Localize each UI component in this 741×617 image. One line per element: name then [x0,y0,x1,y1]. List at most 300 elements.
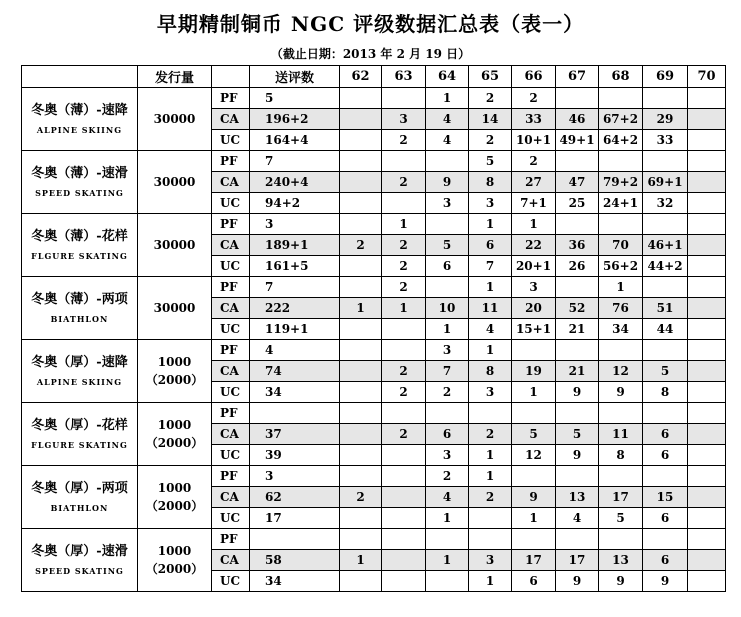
table-cell: 5 [643,361,688,382]
table-cell [512,466,556,487]
table-cell: 6 [426,424,469,445]
table-cell [688,277,726,298]
table-cell [426,214,469,235]
coin-name-en: SPEED SKATING [35,188,124,198]
header-col: 68 [599,66,643,88]
table-cell: 52 [556,298,599,319]
table-cell [688,172,726,193]
table-cell: 14 [469,109,512,130]
table-cell: 24+1 [599,193,643,214]
header-col: 67 [556,66,599,88]
grade-cell: CA [212,424,250,445]
table-cell: 240+4 [250,172,340,193]
table-cell [688,151,726,172]
table-cell [250,529,340,550]
grade-cell: CA [212,172,250,193]
grade-cell: PF [212,151,250,172]
table-cell: 3 [382,109,426,130]
table-cell: 164+4 [250,130,340,151]
table-cell [688,382,726,403]
header-col: 63 [382,66,426,88]
table-cell [382,529,426,550]
table-cell [382,487,426,508]
table-cell: 49+1 [556,130,599,151]
table-cell: 64+2 [599,130,643,151]
table-cell: 46+1 [643,235,688,256]
table-cell: 33 [512,109,556,130]
table-cell [426,403,469,424]
table-cell: 1 [469,571,512,592]
mintage-value: 30000 [153,301,196,315]
table-cell: 34 [250,382,340,403]
table-cell: 58 [250,550,340,571]
grade-cell: CA [212,361,250,382]
coin-name-cell [22,88,138,151]
table-cell: 74 [250,361,340,382]
table-cell [688,319,726,340]
table-cell [688,403,726,424]
mintage-cell [138,151,212,214]
table-cell: 11 [599,424,643,445]
table-cell [599,403,643,424]
table-cell [250,403,340,424]
table-cell [643,403,688,424]
coin-name-cn: 冬奥（薄）-速滑 [31,166,128,181]
table-cell: 3 [512,277,556,298]
table-cell [688,88,726,109]
mintage-cell [138,403,212,466]
mintage-alt-value: （2000） [145,373,204,387]
table-cell [426,151,469,172]
table-cell [688,109,726,130]
table-cell [688,130,726,151]
table-cell: 4 [426,130,469,151]
table-cell: 21 [556,319,599,340]
table-cell: 7 [426,361,469,382]
mintage-value: 30000 [153,112,196,126]
table-cell: 17 [599,487,643,508]
table-cell [688,340,726,361]
table-cell: 1 [340,298,382,319]
table-cell: 2 [512,88,556,109]
coin-name-cn: 冬奥（厚）-花样 [31,418,128,433]
table-cell: 46 [556,109,599,130]
mintage-value: 1000 [157,418,192,432]
table-cell: 9 [426,172,469,193]
table-cell: 9 [556,571,599,592]
table-cell [340,88,382,109]
table-cell: 4 [250,340,340,361]
table-cell: 6 [643,550,688,571]
table-cell [382,445,426,466]
table-cell: 6 [643,445,688,466]
header-mintage: 发行量 [138,66,212,88]
table-cell [382,403,426,424]
header-col: 送评数 [250,66,340,88]
coin-name-cell [22,340,138,403]
grade-cell: CA [212,487,250,508]
table-cell [340,151,382,172]
table-cell: 9 [599,382,643,403]
header-coin-name-cell [22,66,138,88]
table-cell: 9 [556,445,599,466]
table-cell: 1 [469,445,512,466]
table-cell [382,466,426,487]
table-cell [643,214,688,235]
grade-cell: CA [212,235,250,256]
table-cell: 6 [512,571,556,592]
table-row [22,151,726,172]
table-cell: 5 [512,424,556,445]
table-cell [688,571,726,592]
table-cell: 2 [426,466,469,487]
table-cell: 2 [382,130,426,151]
coin-name-cell [22,466,138,529]
coin-name-cn: 冬奥（薄）-花样 [31,229,128,244]
table-cell: 161+5 [250,256,340,277]
table-cell [643,340,688,361]
table-cell: 12 [599,361,643,382]
table-cell: 76 [599,298,643,319]
ngc-grading-table [21,65,726,592]
table-cell [599,214,643,235]
coin-name-cn: 冬奥（薄）-速降 [31,103,128,118]
table-cell [556,403,599,424]
table-cell [340,172,382,193]
table-cell: 25 [556,193,599,214]
table-cell: 1 [599,277,643,298]
table-cell [556,151,599,172]
table-cell: 13 [556,487,599,508]
table-cell: 20+1 [512,256,556,277]
table-cell: 2 [382,277,426,298]
coin-name-cell [22,151,138,214]
grade-cell: PF [212,529,250,550]
table-cell: 1 [512,382,556,403]
table-cell: 10+1 [512,130,556,151]
coin-name-en: FLGURE SKATING [31,251,128,261]
table-cell: 51 [643,298,688,319]
grade-cell: UC [212,382,250,403]
table-cell [340,529,382,550]
table-cell [599,340,643,361]
table-cell [688,508,726,529]
mintage-alt-value: （2000） [145,436,204,450]
mintage-value: 1000 [157,544,192,558]
table-cell: 2 [382,382,426,403]
table-cell [688,235,726,256]
table-cell [426,529,469,550]
table-cell [512,403,556,424]
table-cell [556,340,599,361]
table-cell [688,361,726,382]
table-cell [340,571,382,592]
table-cell: 44+2 [643,256,688,277]
table-row [22,403,726,424]
table-cell [688,298,726,319]
table-cell [556,466,599,487]
table-cell [643,277,688,298]
table-cell: 9 [556,382,599,403]
mintage-alt-value: （2000） [145,562,204,576]
table-cell: 94+2 [250,193,340,214]
table-cell: 17 [512,550,556,571]
table-cell [688,445,726,466]
grade-cell: PF [212,214,250,235]
table-cell [340,319,382,340]
table-cell: 79+2 [599,172,643,193]
table-cell: 34 [599,319,643,340]
table-row [22,88,726,109]
coin-name-cn: 冬奥（厚）-速降 [31,355,128,370]
table-cell: 56+2 [599,256,643,277]
table-cell: 2 [382,235,426,256]
table-cell: 7 [250,151,340,172]
table-cell [688,550,726,571]
table-cell: 10 [426,298,469,319]
table-cell: 62 [250,487,340,508]
table-cell [340,361,382,382]
grade-cell: PF [212,277,250,298]
table-cell: 119+1 [250,319,340,340]
table-cell: 7 [250,277,340,298]
grade-cell: CA [212,109,250,130]
table-cell [688,193,726,214]
table-cell: 34 [250,571,340,592]
mintage-value: 1000 [157,355,192,369]
table-cell: 2 [469,487,512,508]
table-cell [382,88,426,109]
table-cell: 3 [426,445,469,466]
table-cell: 5 [556,424,599,445]
mintage-value: 30000 [153,238,196,252]
table-cell: 39 [250,445,340,466]
grade-cell: UC [212,445,250,466]
table-cell [688,256,726,277]
table-cell [382,340,426,361]
table-cell: 7+1 [512,193,556,214]
table-cell: 3 [426,193,469,214]
table-cell: 22 [512,235,556,256]
header-row [22,66,726,88]
table-cell [469,403,512,424]
table-cell [426,277,469,298]
mintage-cell [138,340,212,403]
coin-name-en: BIATHLON [50,314,109,324]
grade-cell: PF [212,466,250,487]
table-cell: 1 [469,277,512,298]
table-cell: 4 [426,487,469,508]
header-col: 66 [512,66,556,88]
coin-name-cell [22,277,138,340]
table-cell [382,193,426,214]
page-title: 早期精制铜币 NGC 评级数据汇总表（表一） [156,12,585,36]
table-cell: 2 [382,424,426,445]
table-cell [382,550,426,571]
table-cell: 5 [599,508,643,529]
table-cell [469,529,512,550]
coin-name-cn: 冬奥（薄）-两项 [31,292,128,307]
table-cell: 17 [556,550,599,571]
table-cell: 6 [469,235,512,256]
table-cell: 19 [512,361,556,382]
table-cell [382,508,426,529]
table-cell [340,403,382,424]
table-cell: 1 [469,340,512,361]
table-cell [643,151,688,172]
table-cell: 69+1 [643,172,688,193]
table-cell: 4 [556,508,599,529]
table-cell: 3 [469,550,512,571]
table-cell: 3 [469,382,512,403]
table-cell [688,214,726,235]
table-cell: 32 [643,193,688,214]
table-cell [643,466,688,487]
table-cell [340,277,382,298]
table-cell: 8 [643,382,688,403]
table-cell [382,319,426,340]
header-col: 64 [426,66,469,88]
coin-name-en: ALPINE SKIING [36,125,123,135]
grade-cell: PF [212,403,250,424]
table-cell: 2 [469,424,512,445]
table-cell [512,340,556,361]
table-cell [643,88,688,109]
table-cell: 3 [250,214,340,235]
table-cell [556,88,599,109]
table-cell: 21 [556,361,599,382]
table-cell: 3 [426,340,469,361]
table-cell [382,571,426,592]
table-cell: 9 [599,571,643,592]
table-cell [688,529,726,550]
table-cell: 6 [426,256,469,277]
table-body [22,66,726,592]
table-row [22,529,726,550]
coin-name-en: SPEED SKATING [35,566,124,576]
header-col: 65 [469,66,512,88]
table-row [22,340,726,361]
table-cell: 2 [340,235,382,256]
table-cell [340,109,382,130]
table-cell: 1 [469,466,512,487]
table-cell: 20 [512,298,556,319]
table-cell: 3 [250,466,340,487]
table-cell: 70 [599,235,643,256]
table-cell: 1 [426,508,469,529]
table-cell [340,130,382,151]
table-cell [599,88,643,109]
table-cell [382,151,426,172]
table-cell: 3 [469,193,512,214]
table-cell: 11 [469,298,512,319]
table-cell: 2 [382,256,426,277]
table-row [22,466,726,487]
mintage-cell [138,88,212,151]
mintage-cell [138,529,212,592]
table-cell [340,445,382,466]
table-cell: 6 [643,508,688,529]
table-cell: 27 [512,172,556,193]
table-row [22,214,726,235]
grade-cell: CA [212,550,250,571]
table-cell: 15+1 [512,319,556,340]
table-cell [556,277,599,298]
table-cell: 5 [469,151,512,172]
table-cell: 9 [512,487,556,508]
table-cell: 33 [643,130,688,151]
table-cell: 2 [469,130,512,151]
table-cell: 1 [340,550,382,571]
table-cell: 1 [426,88,469,109]
grade-cell: CA [212,298,250,319]
table-cell: 1 [382,214,426,235]
table-cell: 15 [643,487,688,508]
table-cell: 2 [382,361,426,382]
coin-name-cn: 冬奥（厚）-速滑 [31,544,128,559]
table-cell [688,487,726,508]
header-col: 62 [340,66,382,88]
table-cell: 1 [512,508,556,529]
table-cell: 17 [250,508,340,529]
table-cell: 1 [512,214,556,235]
grade-cell: PF [212,340,250,361]
grade-cell: UC [212,319,250,340]
table-cell [688,466,726,487]
coin-name-en: BIATHLON [50,503,109,513]
table-cell [340,193,382,214]
table-cell: 26 [556,256,599,277]
table-cell: 9 [643,571,688,592]
table-cell: 1 [426,550,469,571]
table-cell: 29 [643,109,688,130]
table-cell [556,214,599,235]
coin-name-cell [22,214,138,277]
table-cell [512,529,556,550]
table-cell [599,151,643,172]
table-row [22,277,726,298]
table-cell: 2 [382,172,426,193]
coin-name-cell [22,529,138,592]
table-cell [599,466,643,487]
header-grade-cell [212,66,250,88]
table-cell: 13 [599,550,643,571]
table-cell [340,424,382,445]
grade-cell: UC [212,130,250,151]
table-cell: 8 [469,172,512,193]
mintage-cell [138,214,212,277]
table-cell [426,571,469,592]
table-cell: 222 [250,298,340,319]
table-cell: 2 [426,382,469,403]
table-cell: 36 [556,235,599,256]
table-cell [599,529,643,550]
mintage-value: 30000 [153,175,196,189]
table-cell [340,508,382,529]
table-cell [340,466,382,487]
grade-cell: UC [212,256,250,277]
table-cell: 189+1 [250,235,340,256]
table-cell: 2 [340,487,382,508]
table-cell [340,256,382,277]
table-cell: 12 [512,445,556,466]
table-cell: 67+2 [599,109,643,130]
coin-name-en: ALPINE SKIING [36,377,123,387]
table-cell: 196+2 [250,109,340,130]
table-cell: 7 [469,256,512,277]
mintage-cell [138,277,212,340]
table-cell: 44 [643,319,688,340]
